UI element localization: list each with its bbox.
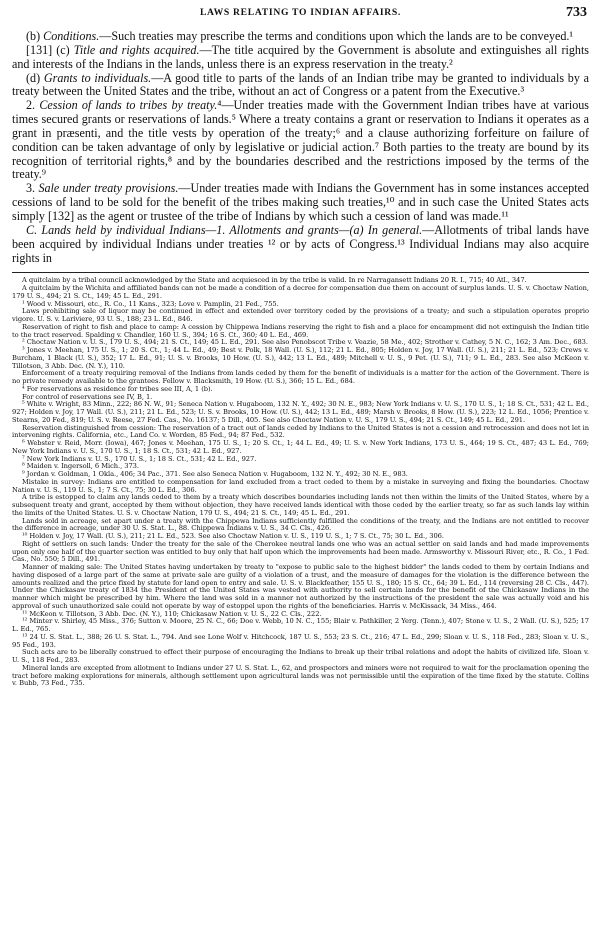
footnote: Mistake in survey: Indians are entitled to compensation for land excluded from a tract ceded to them by a mistake in surveying and fixing the boundaries. Choctaw Nation v. U. S., 119 U. S., 1; 7 S. Ct., 75; 30 L. Ed., 306. [12,477,589,494]
paragraph-title-rights [12,44,589,72]
footnote: ¹⁰ Holden v. Joy, 17 Wall. (U. S.), 211; 21 L. Ed., 523. See also Choctaw Nation v. U. S., 119 U. S., 1; 7 S. Ct., 75; 30 L. Ed., 306. [22,532,444,541]
main-text [12,30,589,265]
paragraph-heading: C. Lands held by individual Indians—1. Allotments and grants—(a) In general. [26,222,423,237]
footnote: For control of reservations see IV, B, 1. [22,392,153,401]
footnote: Reservation distinguished from cession: The reservation of a tract out of lands ceded by Indians to the United States is not a cession and retrocession and does not let in intervening rights. California, etc., Land Co. v. Worden, 85 Fed., 94; 87 Fed., 532. [12,423,589,440]
paragraph-text: —Allotments of tribal lands have been acquired by individual Indians under treaties ¹² or by acts of Congress.¹³ Individual Indians may also acquire rights in [12,222,589,265]
footnotes [12,277,589,688]
paragraph-text: ⁴—Under treaties made with the Government Indian tribes have at various times secured grants or reservations of lands.⁵ Where a treaty contains a grant or reservation to Indians it operates as a grant in præsenti, and the title vests by operation of the treaty;⁶ and a clause authorizing forfeiture on failure of condition can be taken advantage of only by legislative or judicial action.⁷ Both parties to the treaty are bound by its recognition of territorial rights,⁸ and by the boundaries described and the restrictions imposed by the terms of the treaty.⁹ [12,98,590,182]
paragraph-heading: Sale under treaty provisions. [38,181,179,196]
paragraph-individual-lands [12,224,589,266]
paragraph-lead: 3. [26,181,39,196]
paragraph-conditions [12,30,589,44]
footnote: Right of settlers on such lands: Under the treaty for the sale of the Cherokee neutral lands one who was an actual settler on said lands and had made improvements upon only one half of the quarter section was entitled to buy only that half upon which the improvements had been made. Armsworthy v. Missouri River, etc., R. Co., 1 Fed. Cas., No. 550; 5 Dill., 491. [12,539,589,564]
footnote: A tribe is estopped to claim any lands ceded to them by a treaty which describes boundaries including lands not then within the limits of the United States, where by a subsequent treaty and grant, accepted by them without objection, they have received lands identical with those ceded by the earlier treaty, so far as such lands lay within the limits of the United States. U. S. v. Choctaw Nation, 179 U. S., 494; 21 S. Ct., 149; 45 L. Ed., 291. [12,493,589,517]
footnote: ⁴ For reservations as residence for tribes see III, A, 1 (b). [22,384,213,393]
paragraph-lead: (d) [26,70,44,85]
running-title: LAWS RELATING TO INDIAN AFFAIRS. [199,7,402,18]
paragraph-heading: Cession of lands to tribes by treaty. [39,98,218,113]
footnote: ⁶ Webster v. Reid, Morr. (Iowa), 467; Jones v. Meehan, 175 U. S., 1; 20 S. Ct., 1; 44 L. Ed., 49; U. S. v. New York Indians, 173 U. S., 464; 19 S. Ct., 487; 43 L. Ed., 769; New York Indians v. U. S., 170 U. S., 1; 18 S. Ct., 531; 42 L. Ed., 927. [12,439,589,455]
footnote: ¹² Minter v. Shirley, 45 Miss., 376; Sutton v. Moore, 25 N. C., 66; Doe v. Webb, 10 N. C., 155; Blair v. Pathkiller, 2 Yerg. (Tenn.), 407; Stone v. U. S., 2 Wall. (U. S.), 525; 17 L. Ed., 765. [12,617,589,634]
paragraph-grants-individuals [12,72,589,100]
footnote: ¹¹ McKeon v. Tillotson, 3 Abb. Dec. (N. Y.), 110; Chickasaw Nation v. U. S., 22 C. Cls., 222. [22,609,322,618]
paragraph-text: —A good title to parts of the lands of an Indian tribe may be granted to individuals by a treaty between the United States and the tribe, without an act of Congress or a patent from the Executive.³ [12,70,590,99]
paragraph-text: —Under treaties made with Indians the Government has in some instances accepted cessions of land to be sold for the benefit of the tribes making such treaties,¹⁰ and in such case the United States acts simply [132] as the agent or trustee of the tribe of Indians by which such a cession of land was made.¹¹ [12,181,589,223]
footnote-divider [12,272,589,273]
footnote: ² Choctaw Nation v. U. S., 179 U. S., 494; 21 S. Ct., 149; 45 L. Ed., 291. See also Penobscot Tribe v. Veazie, 58 Me., 402; Strother v. Cathey, 5 N. C., 162; 3 Am. Dec., 683. [22,338,588,347]
paragraph-heading: Conditions. [43,29,100,43]
paragraph-lead: 2. [26,98,40,113]
footnote: ⁷ New York Indians v. U. S., 170 U. S., 1; 18 S. Ct., 531; 42 L. Ed., 927. [22,454,257,463]
paragraph-cession-lands [12,99,589,182]
footnote: Enforcement of a treaty requiring removal of the Indians from lands ceded by them for the benefit of individuals is a matter for the action of the Government. There is no private remedy available to the grantees. Fellow v. Blacksmith, 19 How. (U. S.), 366; 15 L. Ed., 684. [12,369,589,386]
footnote: ⁸ Maiden v. Ingersoll, 6 Mich., 373. [22,462,139,471]
footnote: Reservation of right to fish and place to camp: A cession by Chippewa Indians reserving the right to fish and a place for encampment did not extinguish the Indian title to the tract reserved. Spalding v. Chandler, 160 U. S., 394; 16 S. Ct., 360; 40 L. Ed., 469. [12,322,589,339]
footnote: Laws prohibiting sale of liquor may be continued in effect and extended over territory ceded by the provisions of a treaty; and such a stipulation operates proprio vigore. U. S. v. Lariviere, 93 U. S., 188; 23 L. Ed., 846. [12,307,589,324]
paragraph-lead: (b) [26,29,44,43]
footnote: ³ Jones v. Meehan, 175 U. S., 1; 20 S. Ct., 1; 44 L. Ed., 49; Best v. Polk, 18 Wall. (U. S.), 112; 21 L. Ed., 805; Holden v. Joy, 17 Wall. (U. S.), 211; 21 L. Ed., 523; Crews v. Burcham, 1 Black (U. S.), 352; 17 L. Ed., 91; U. S. v. Brooks, 10 How. (U. S.), 442; 13 L. Ed., 489; Mitchell v. U. S., 9 Pet. (U. S.), 711; 9 L. Ed., 283. See also McKeon v. Tillotson, 3 Abb. Dec. (N. Y.), 110. [12,346,589,370]
footnote: ¹³ 24 U. S. Stat. L., 388; 26 U. S. Stat. L., 794. And see Lone Wolf v. Hitchcock, 187 U. S., 553; 23 S. Ct., 216; 47 L. Ed., 299; Sloan v. U. S., 118 Fed., 283; Sloan v. U. S., 95 Fed., 193. [12,632,589,649]
paragraph-heading: Grants to individuals. [43,70,152,85]
page-number: 733 [566,5,587,20]
footnote: A quitclaim by a tribal council acknowledged by the State and acquiesced in by the tribe is valid. In re Narragansett Indians 20 R. I., 715; 40 Atl., 347. [22,276,527,285]
footnote: A quitclaim by the Wichita and affiliated bands can not be made a condition of a decree for compensation due them on account of surplus lands. U. S. v. Choctaw Nation, 179 U. S., 494; 21 S. Ct., 149; 45 L. Ed., 291. [12,284,589,300]
footnote: Mineral lands are excepted from allotment to Indians under 27 U. S. Stat. L., 62, and prospectors and miners were not required to wait for the proclamation opening the tract before making explorations for minerals, although settlement upon agricultural lands was not permissible until the expiration of the time fixed by the statute. Collins v. Bubb, 73 Fed., 735. [12,663,589,688]
footnote: ¹ Wood v. Missouri, etc., R. Co., 11 Kans., 323; Love v. Pamplin, 21 Fed., 755. [22,299,279,308]
footnote: Such acts are to be liberally construed to effect their purpose of encouraging the Indians to break up their tribal relations and adopt the habits of civilized life. Sloan v. U. S., 118 Fed., 283. [12,648,589,665]
paragraph-lead: [131] (c) [26,42,74,57]
paragraph-text: —The title acquired by the Government is absolute and extinguishes all rights and interests of the Indians in the lands, unless there is an express reservation in the treaty.² [12,42,590,71]
footnote: Lands sold in acreage, set apart under a treaty with the Chippewa Indians sufficiently fulfilled the conditions of the treaty, and the Indians are not entitled to recover the difference in acreage, under 30 U. S. Stat. L., 88. Chippewa Indians v. U. S., 34 C. Cls., 426. [12,516,589,533]
paragraph-heading: Title and rights acquired. [73,42,200,57]
paragraph-sale-treaty [12,182,589,224]
footnote: ⁹ Jordan v. Goldman, 1 Okla., 406; 34 Pac., 371. See also Seneca Nation v. Hugaboom, 132 N. Y., 492; 30 N. E., 983. [22,470,408,479]
footnote: Manner of making sale: The United States having undertaken by treaty to "expose to public sale to the highest bidder" the lands ceded to them by certain Indians and having disposed of a large part of the same at private sale are guilty of a violation of a trust, and the measure of damages for the violation is the difference between the amounts realized and the price fixed by statute for land open to entry and sale. U. S. v. Blackfeather, 155 U. S., 180; 15 S. Ct., 64; 39 L. Ed., 114 (reversing 28 C. Cls., 447). Under the Chickasaw treaty of 1834 the President of the United States was vested with authority to sell certain lands for the benefit of the Chickasaw Indians in the manner which might be prescribed by him. Where the land was sold in a manner not authorized by the instructions of the president the sale was actually void and his approval of such unauthorized sale could not operate by way of estoppel upon the rights of the beneficiaries. Harris v. McKissack, 34 Miss., 464. [12,563,589,610]
running-header [12,6,589,24]
paragraph-text: —Such treaties may prescribe the terms and conditions upon which the lands are to be conveyed.¹ [99,29,574,43]
footnote: ⁵ White v. Wright, 83 Minn., 222; 86 N. W., 91; Seneca Nation v. Hugaboom, 132 N. Y., 492; 30 N. E., 983; New York Indians v. U. S., 170 U. S., 1; 18 S. Ct., 531; 42 L. Ed., 927; Holden v. Joy, 17 Wall. (U. S.), 211; 21 L. Ed., 523; U. S. v. Brooks, 10 How. (U. S.), 442; 13 L. Ed., 489; Marsh v. Brooks, 8 How. (U. S.), 223; 12 L. Ed., 1056; Prentice v. Stearns, 20 Fed., 819; U. S. v. Reese, 27 Fed. Cas., No. 16137; 5 Dill., 405. See also Choctaw Nation v. U. S., 179 U. S., 494; 21 S. Ct., 149; 45 L. Ed., 291. [12,400,589,424]
